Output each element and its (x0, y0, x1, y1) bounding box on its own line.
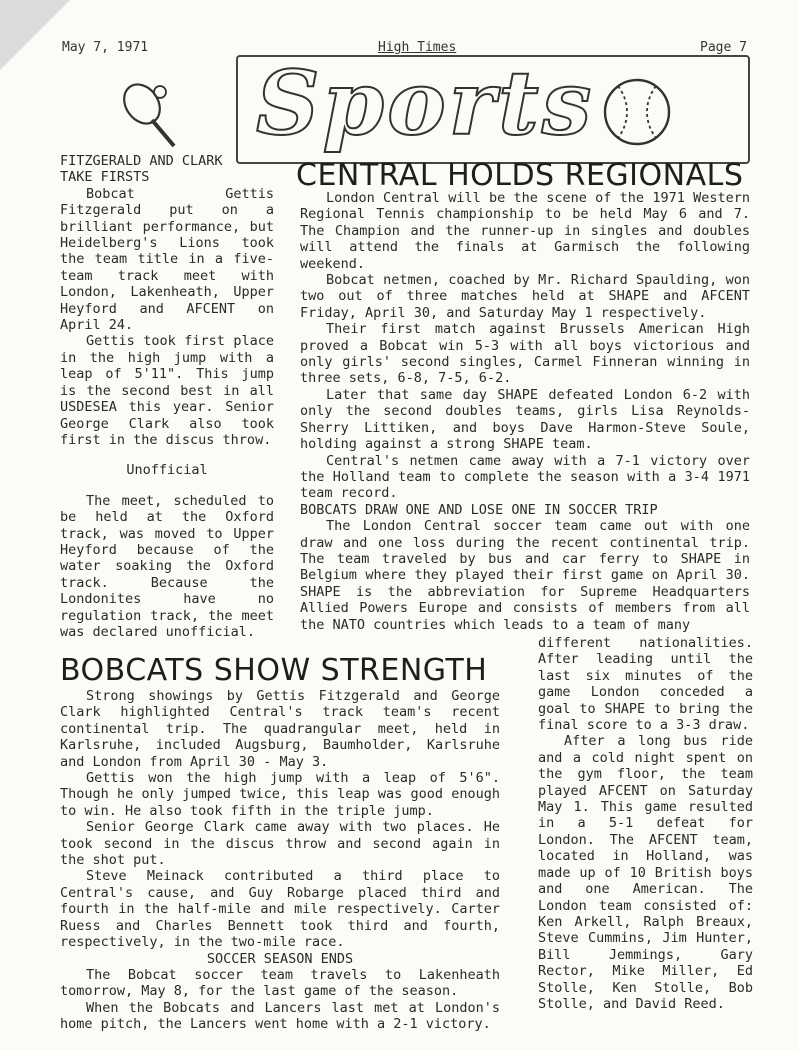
article-paragraph: Strong showings by Gettis Fitzgerald and George Clark highlighted Central's track team's recent continental trip. The quadrangular meet, held in Karlsruhe, included Augsburg, Baumholder, Karlsruhe and London from April 30 - May 3. (60, 688, 500, 770)
baseball-icon (602, 72, 672, 150)
central-article (300, 190, 750, 633)
article-paragraph: The London Central soccer team came out with one draw and one loss during the recent continental trip. The team traveled by bus and car ferry to SHAPE in Belgium where they played their first game on April 30. SHAPE is the abbreviation for Supreme Headquarters Allied Powers Europe and consists of members from all the NATO countries which leads to a team of many (300, 518, 750, 633)
tennis-racket-icon (120, 80, 182, 152)
article-paragraph: Steve Meinack contributed a third place to Central's cause, and Guy Robarge placed third and fourth in the half-mile and mile respectively. Carter Ruess and Charles Bennett took third and fourth, respectively, in the two-mile race. (60, 868, 500, 951)
article-paragraph: Later that same day SHAPE defeated London 6-2 with only the second doubles teams, girls Lisa Reynolds-Sherry Littiken, and boys Dave Harmon-Steve Soule, holding against a strong SHAPE team. (300, 386, 750, 453)
bobcats-headline: BOBCATS SHOW STRENGTH (60, 653, 488, 688)
article-paragraph: After a long bus ride and a cold night spent on the gym floor, the team played AFCENT on Saturday May 1. This game resulted in a 5-1 defeat for London. The AFCENT team, located in Holland, was made up of 10 British boys and one American. The London team consisted of: Ken Arkell, Ralph Breaux, Steve Cummins, Jim Hunter, Bill Jemmings, Gary Rector, Mike Miller, Ed Stolle, Ken Stolle, Bob Stolle, and David Reed. (538, 733, 753, 1012)
article-paragraph: Gettis took first place in the high jump with a leap of 5'11". This jump is the second best in all USDESEA this year. Senior George Clark also took first in the discus throw. (60, 333, 274, 448)
article-paragraph: Bobcat Gettis Fitzgerald put on a brilliant performance, but Heidelberg's Lions took the team title in a five-team track meet with London, Lakenheath, Upper Heyford and AFCENT on April 24. (60, 185, 274, 334)
soccer-trip-continued (538, 635, 753, 1012)
article-subhead: Unofficial (126, 462, 208, 479)
soccer-trip-headline: BOBCATS DRAW ONE AND LOSE ONE IN SOCCER TRIP (300, 501, 658, 518)
article-paragraph: The Bobcat soccer team travels to Lakenheath tomorrow, May 8, for the last game of the season. (60, 966, 500, 1000)
article-paragraph: The meet, scheduled to be held at the Oxford track, was moved to Upper Heyford because of the water soaking the Oxford track. Because the Londonites have no regulation track, the meet was declared unofficial. (60, 492, 274, 640)
article-paragraph: Senior George Clark came away with two places. He took second in the discus throw and second again in the shot put. (60, 819, 500, 869)
folded-corner (0, 0, 70, 70)
article-paragraph: London Central will be the scene of the 1971 Western Regional Tennis championship to be held May 6 and 7. The Champion and the runner-up in singles and doubles will attend the finals at Garmisch the following weekend. (300, 190, 750, 272)
article-paragraph: Gettis won the high jump with a leap of 5'6". Though he only jumped twice, this leap was good enough to win. He also took fifth in the triple jump. (60, 770, 500, 819)
article-paragraph: Bobcat netmen, coached by Mr. Richard Spaulding, won two out of three matches held at SHAPE and AFCENT Friday, April 30, and Saturday May 1 respectively. (300, 272, 750, 321)
article-subhead: SOCCER SEASON ENDS (206, 950, 354, 967)
publication-name: High Times (378, 40, 457, 55)
article-paragraph: Central's netmen came away with a 7-1 victory over the Holland team to complete the season with a 3-4 1971 team record. (300, 452, 750, 502)
issue-date: May 7, 1971 (62, 40, 149, 55)
article-paragraph: When the Bobcats and Lancers last met at London's home pitch, the Lancers went home with a 2-1 victory. (60, 999, 500, 1033)
bobcats-article (60, 688, 500, 1033)
article-paragraph: different nationalities. After leading until the last six minutes of the game London conceded a goal to SHAPE to bring the final score to a 3-3 draw. (538, 635, 753, 734)
sports-banner (236, 51, 750, 164)
page-number: Page 7 (700, 40, 747, 55)
article-paragraph: Their first match against Brussels American High proved a Bobcat win 5-3 with all boys victorious and only girls' second singles, Carmel Finneran winning in three sets, 6-8, 7-5, 6-2. (300, 321, 750, 387)
central-headline: CENTRAL HOLDS REGIONALS (296, 158, 744, 193)
banner-title: Sports (256, 51, 595, 155)
left-article (60, 153, 274, 640)
article-headline-line-2: TAKE FIRSTS (60, 169, 150, 186)
article-headline-line-1: FITZGERALD AND CLARK (60, 153, 223, 169)
